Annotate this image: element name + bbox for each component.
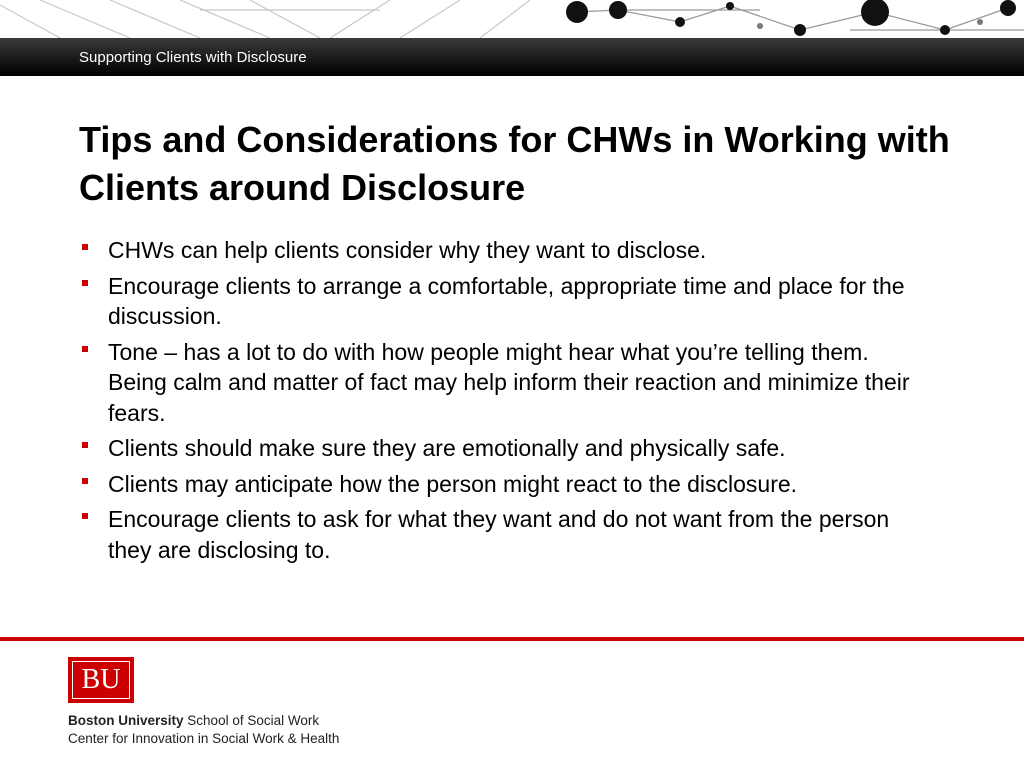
- section-label: Supporting Clients with Disclosure: [79, 49, 307, 66]
- square-bullet-icon: [82, 478, 88, 484]
- header-band: [0, 38, 1024, 76]
- bullet-list: [79, 235, 929, 570]
- university-name: Boston University: [68, 713, 184, 728]
- bullet-text: Clients may anticipate how the person might react to the disclosure.: [108, 470, 798, 497]
- slide-title: Tips and Considerations for CHWs in Working with Clients around Disclosure: [79, 119, 950, 208]
- bullet-item: [79, 337, 929, 429]
- bullet-item: [79, 271, 929, 332]
- bu-logo: [68, 657, 134, 703]
- molecule-network-graphic: [0, 0, 1024, 38]
- bu-logo-text: BU: [81, 664, 121, 695]
- bullet-text: CHWs can help clients consider why they want to disclose.: [108, 237, 707, 263]
- school-name: School of Social Work: [187, 713, 320, 728]
- bullet-item: [79, 235, 929, 266]
- org-line-1: [68, 713, 319, 728]
- bullet-text: Encourage clients to arrange a comfortable, appropriate time and place for the discussion.: [108, 272, 905, 329]
- bullet-text: Tone – has a lot to do with how people might hear what you’re telling them. Being calm and matter of fact may help inform their reaction and minimize their fears.: [108, 338, 910, 426]
- center-name: Center for Innovation in Social Work & Health: [68, 731, 340, 746]
- bu-logo-frame: [72, 661, 130, 699]
- square-bullet-icon: [82, 244, 88, 250]
- square-bullet-icon: [82, 346, 88, 352]
- square-bullet-icon: [82, 442, 88, 448]
- square-bullet-icon: [82, 513, 88, 519]
- footer-divider: [0, 637, 1024, 641]
- bullet-item: [79, 504, 929, 565]
- square-bullet-icon: [82, 280, 88, 286]
- bullet-item: [79, 433, 929, 464]
- bullet-text: Encourage clients to ask for what they want and do not want from the person they are disclosing to.: [108, 506, 890, 563]
- bullet-text: Clients should make sure they are emotionally and physically safe.: [108, 435, 786, 461]
- bullet-item: [79, 469, 929, 500]
